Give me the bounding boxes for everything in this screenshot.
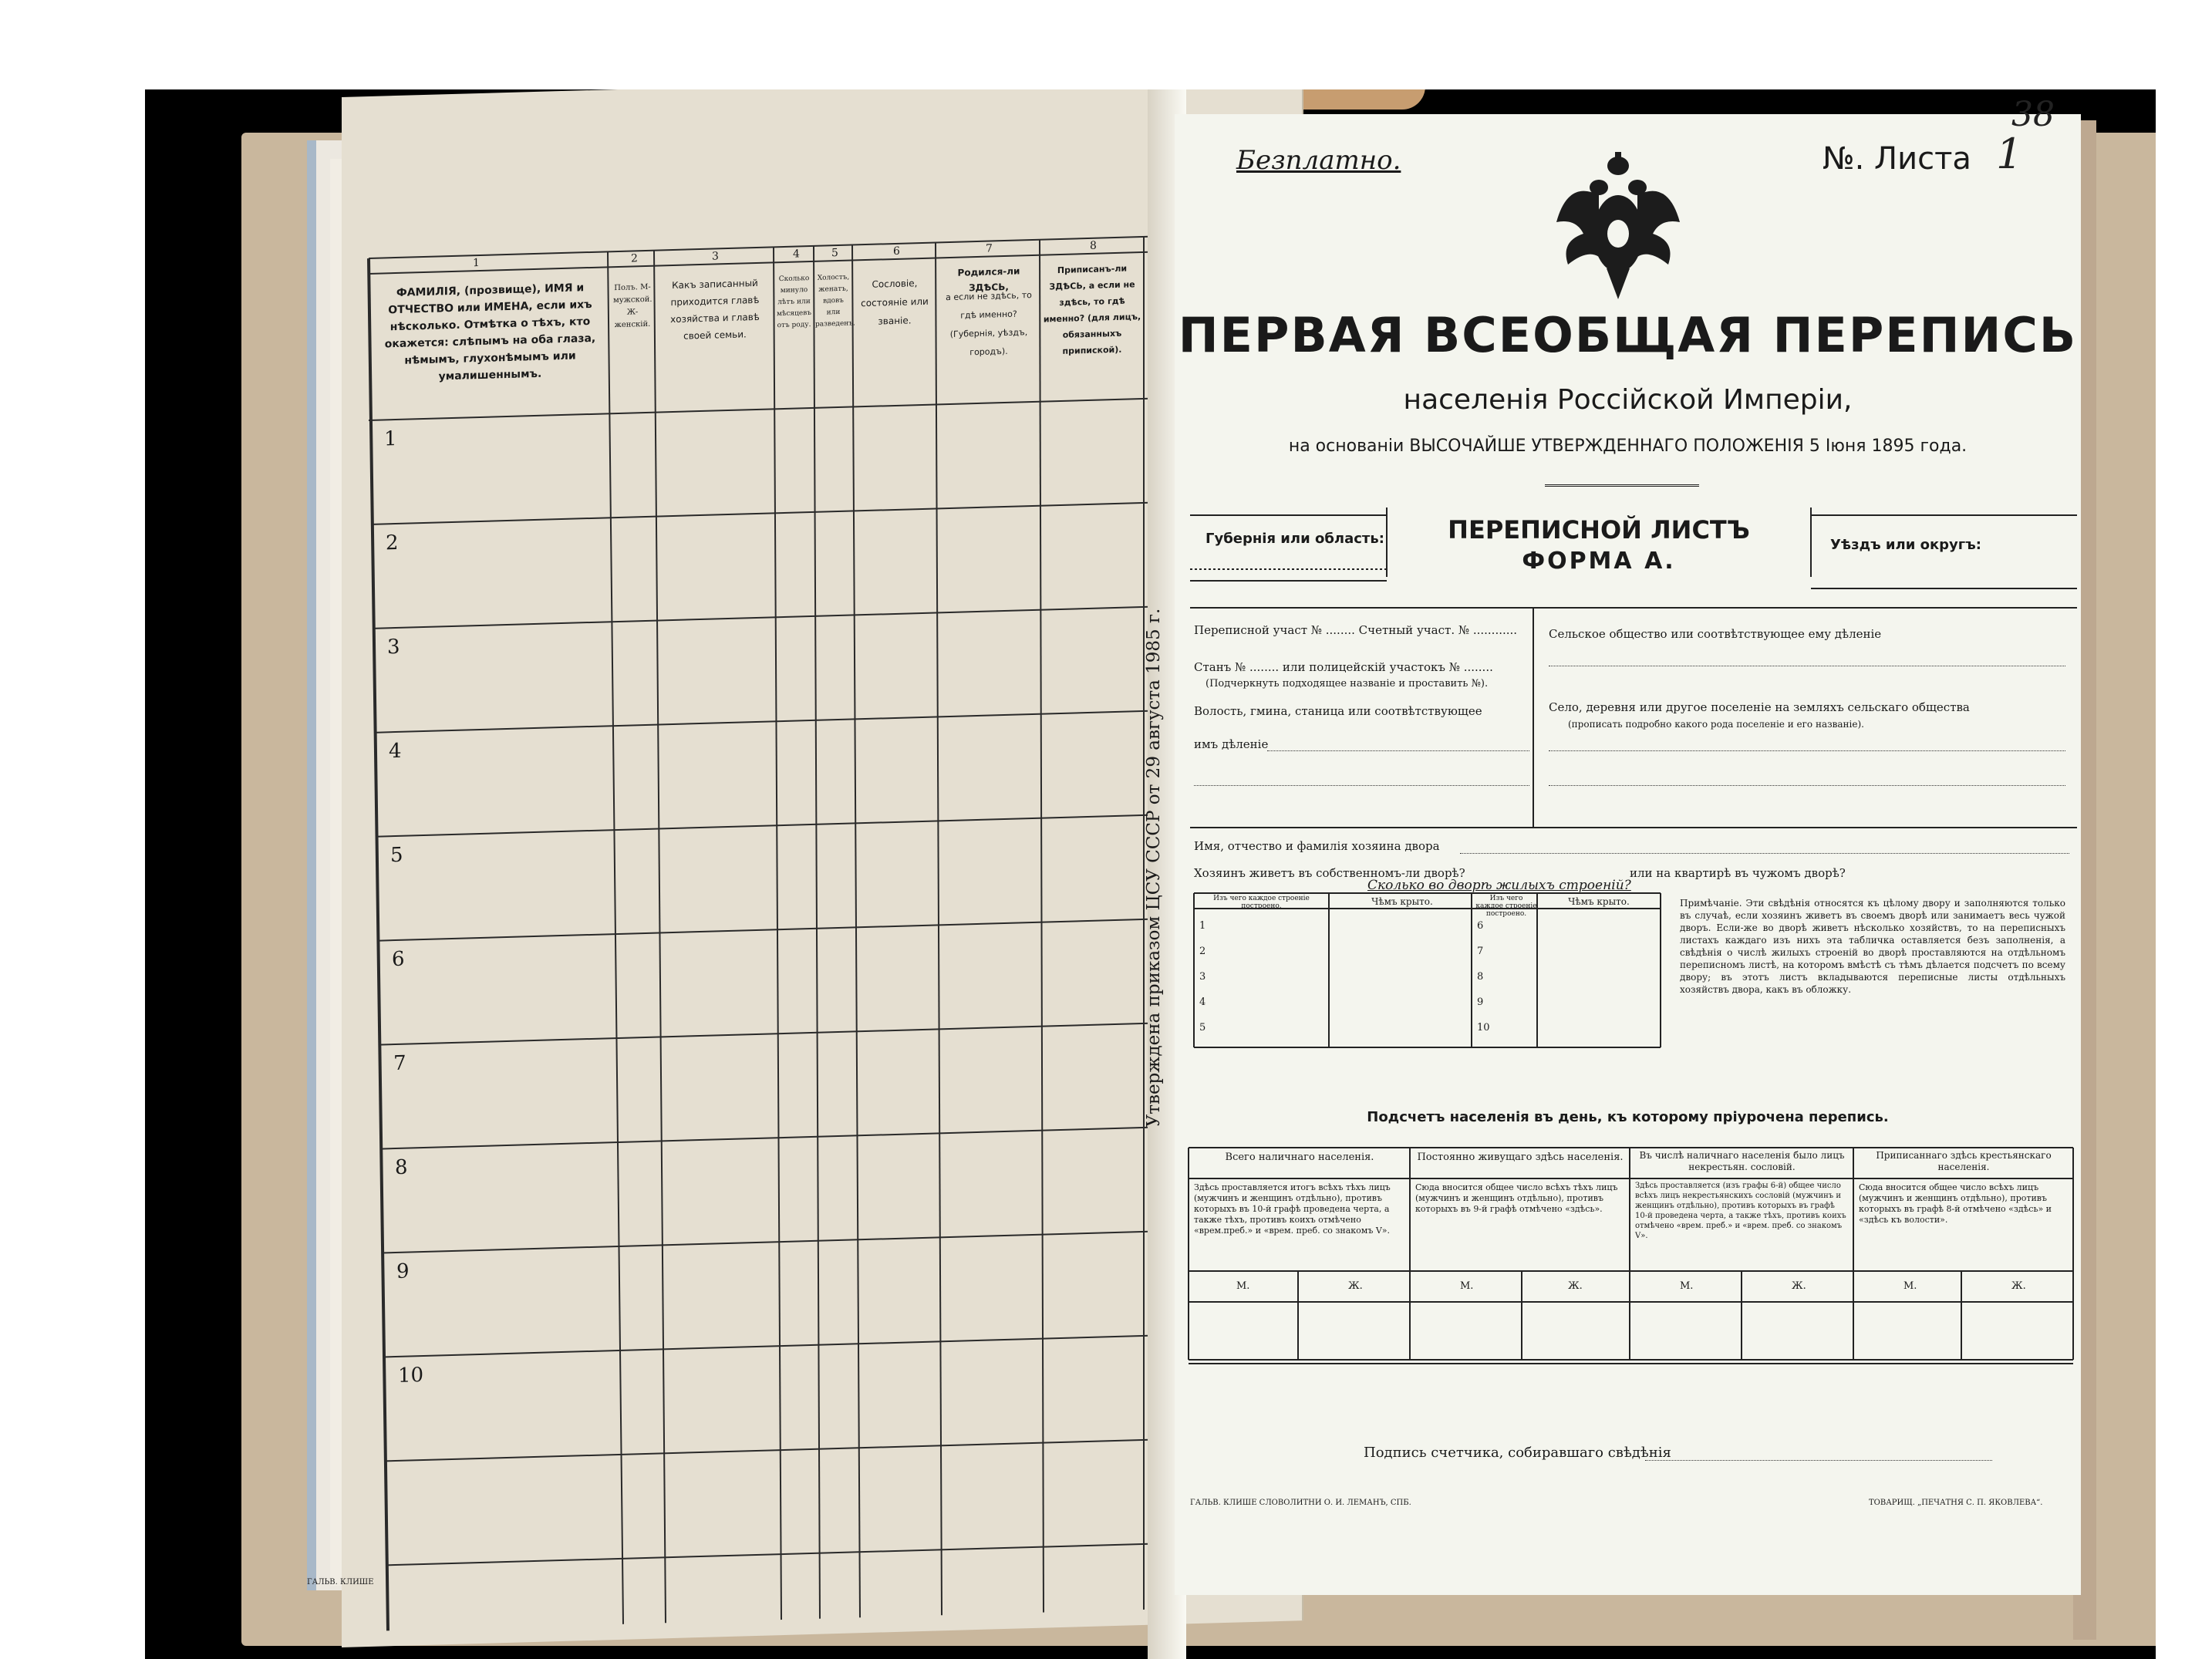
col5-header: Холостъ, женатъ, вдовъ или разведенъ. bbox=[815, 273, 855, 329]
village-note: (прописать подробно какого рода поселеніе и его названіе). bbox=[1568, 719, 1864, 730]
census-section-line: Переписной участ № ........ Счетный участ. № ............ bbox=[1194, 623, 1518, 637]
building-row-number: 9 bbox=[1477, 996, 1484, 1008]
col2-header: Полъ. М-мужской. Ж-женскій. bbox=[613, 282, 652, 330]
owner-lives-label: Хозяинъ живетъ въ собственномъ-ли дворѣ? bbox=[1194, 866, 1465, 880]
female-header: Ж. bbox=[2011, 1280, 2026, 1292]
col7-header-a: Родился-ли ЗДѢСЬ, bbox=[957, 265, 1020, 294]
buildings-col-roof-2: Чѣмъ крыто. bbox=[1568, 896, 1630, 907]
row-number: 5 bbox=[390, 843, 403, 868]
stan-line: Станъ № ........ или полицейскій участокъ № ........ bbox=[1194, 660, 1493, 674]
female-header: Ж. bbox=[1792, 1280, 1806, 1292]
count-col-head: Всего наличнаго населенія. bbox=[1225, 1152, 1374, 1163]
col-number: 8 bbox=[1090, 239, 1097, 252]
buildings-col-material-2: Изъ чего каждое строеніе построено. bbox=[1475, 895, 1537, 918]
buildings-question: Сколько во дворѣ жилыхъ строеній? bbox=[1367, 878, 1631, 893]
col3-header: Какъ записанный приходится главѣ хозяйства и главѣ своей семьи. bbox=[670, 277, 760, 342]
male-header: М. bbox=[1460, 1280, 1474, 1292]
count-col-body: Сюда вносится общее число всѣхъ тѣхъ лицъ (мужчинъ и женщинъ отдѣльно), противъ которыхъ въ 9-й графѣ отмѣчено «здѣсь». bbox=[1415, 1182, 1618, 1214]
building-row-number: 7 bbox=[1477, 946, 1484, 957]
male-header: М. bbox=[1903, 1280, 1917, 1292]
male-header: М. bbox=[1680, 1280, 1694, 1292]
col-number: 4 bbox=[793, 248, 800, 261]
form-label: ФОРМА А. bbox=[1522, 548, 1676, 575]
right-page bbox=[1175, 95, 2081, 1595]
right-form-grid bbox=[1175, 114, 2081, 1595]
col6-header: Сословіе, состояніе или званіе. bbox=[861, 278, 929, 327]
sheet-number-handwritten: 1 bbox=[1996, 130, 2023, 178]
col4-header: Сколько минуло лѣтъ или мѣсяцевъ отъ роду. bbox=[776, 275, 812, 330]
row-number: 4 bbox=[389, 739, 402, 764]
volost-field[interactable] bbox=[1267, 750, 1529, 751]
row-number: 1 bbox=[384, 427, 397, 451]
rural-society-label: Сельское общество или соотвѣтствующее ему дѣленіе bbox=[1549, 627, 1882, 641]
col-number: 5 bbox=[831, 247, 838, 260]
owner-name-label: Имя, отчество и фамилія хозяина двора bbox=[1194, 839, 1440, 853]
census-title: ПЕРВАЯ ВСЕОБЩАЯ ПЕРЕПИСЬ bbox=[1178, 307, 2078, 363]
signature-label: Подпись счетчика, собиравшаго свѣдѣнія bbox=[1364, 1445, 1671, 1461]
free-label: Безплатно. bbox=[1236, 145, 1401, 176]
building-row-number: 3 bbox=[1199, 971, 1206, 983]
count-col-body: Сюда вносится общее число всѣхъ лицъ (мужчинъ и женщинъ отдѣльно), противъ которыхъ въ графѣ 8-й отмѣчено «здѣсь» и «здѣсь къ волости». bbox=[1859, 1182, 2052, 1225]
col-number: 6 bbox=[893, 244, 900, 258]
census-section-label: Переписной участ № bbox=[1194, 623, 1322, 637]
document-scan bbox=[145, 89, 2156, 1659]
census-basis: на основаніи ВЫСОЧАЙШЕ УТВЕРЖДЕННАГО ПОЛОЖЕНІЯ 5 Іюня 1895 года. bbox=[1288, 437, 1968, 456]
volost-label: Волость, гмина, станица или соотвѣтствующее bbox=[1194, 704, 1482, 718]
count-col-head: Постоянно живущаго здѣсь населенія. bbox=[1417, 1152, 1624, 1163]
volost-field-2[interactable] bbox=[1194, 785, 1529, 786]
row-number: 10 bbox=[398, 1364, 424, 1388]
count-title: Подсчетъ населенія въ день, къ которому пріурочена перепись. bbox=[1367, 1109, 1889, 1125]
volost-label-2: имъ дѣленіе bbox=[1194, 737, 1269, 751]
count-col-body: Здѣсь проставляется (изъ графы 6-й) общее число всѣхъ лицъ некрестьянскихъ сословій (мужчинъ и женщинъ отдѣльно), противъ которыхъ въ графѣ 10-й проведена черта, а также тѣхъ, противъ коихъ отмѣчено «врем. преб.» и «врем. преб. со знакомъ V». bbox=[1635, 1182, 1846, 1240]
village-label: Село, деревня или другое поселеніе на земляхъ сельскаго общества bbox=[1549, 700, 1970, 714]
row-number: 8 bbox=[395, 1155, 408, 1180]
corner-number-handwritten: 38 bbox=[2011, 95, 2055, 134]
printer-mark-left: ГАЛЬВ. КЛИШЕ СЛОВОЛИТНИ О. И. ЛЕМАНЪ, СПБ. bbox=[1190, 1499, 1411, 1507]
building-row-number: 6 bbox=[1477, 920, 1484, 932]
building-row-number: 8 bbox=[1477, 971, 1484, 983]
printer-mark-right: ТОВАРИЩ. „ПЕЧАТНЯ С. П. ЯКОВЛЕВА“. bbox=[1869, 1499, 2043, 1507]
left-printer-mark: ГАЛЬВ. КЛИШЕ bbox=[307, 1578, 374, 1587]
buildings-col-material: Изъ чего каждое строеніе построено. bbox=[1213, 895, 1310, 910]
col-number: 7 bbox=[986, 242, 993, 255]
row-number: 2 bbox=[386, 531, 399, 555]
underline-note: (Подчеркнуть подходящее названіе и проставить №). bbox=[1205, 678, 1489, 690]
approval-stamp-vertical: Утверждена приказом ЦСУ СССР от 29 августа 1985 г. bbox=[1144, 608, 1164, 1128]
building-row-number: 1 bbox=[1199, 920, 1206, 932]
count-col-head: Въ числѣ наличнаго населенія было лицъ некрестьян. сословій. bbox=[1639, 1150, 1845, 1172]
sheet-number-label: №. Листа bbox=[1823, 141, 1971, 177]
buildings-col-roof: Чѣмъ крыто. bbox=[1371, 896, 1433, 907]
building-row-number: 5 bbox=[1199, 1022, 1206, 1034]
col-number: 1 bbox=[473, 257, 480, 270]
building-row-number: 10 bbox=[1477, 1022, 1490, 1034]
col7-header-b: а если не здѣсь, то гдѣ именно? (Губернія, уѣздъ, городъ). bbox=[946, 290, 1032, 358]
col1-header: ФАМИЛІЯ, (прозвище), ИМЯ и ОТЧЕСТВО или ИМЕНА, если ихъ нѣсколько. Отмѣтка о тѣхъ, кто окажется: слѣпымъ на оба глаза, нѣмымъ, глухонѣмымъ или умалишеннымъ. bbox=[384, 282, 596, 383]
col-number: 2 bbox=[631, 252, 638, 265]
building-row-number: 2 bbox=[1199, 946, 1206, 957]
district-label: Уѣздъ или округъ: bbox=[1830, 537, 1981, 553]
col-number: 3 bbox=[712, 250, 719, 263]
female-header: Ж. bbox=[1568, 1280, 1583, 1292]
female-header: Ж. bbox=[1348, 1280, 1363, 1292]
row-number: 6 bbox=[392, 947, 405, 972]
row-number: 7 bbox=[393, 1051, 406, 1076]
sheet-title: ПЕРЕПИСНОЙ ЛИСТЪ bbox=[1448, 515, 1750, 545]
rent-label: или на квартирѣ въ чужомъ дворѣ? bbox=[1630, 866, 1846, 880]
building-row-number: 4 bbox=[1199, 996, 1206, 1008]
counting-section-label: Счетный участ. № bbox=[1358, 623, 1470, 637]
village-field[interactable] bbox=[1549, 750, 2065, 751]
owner-name-field[interactable] bbox=[1460, 853, 2069, 854]
row-number: 3 bbox=[387, 635, 400, 659]
col8-header: Приписанъ-ли ЗДѢСЬ, а если не здѣсь, то гдѣ именно? (для лицъ, обязанныхъ припиской). bbox=[1043, 263, 1141, 356]
count-col-head: Приписаннаго здѣсь крестьянскаго населенія. bbox=[1876, 1150, 2052, 1172]
province-label: Губернія или область: bbox=[1205, 531, 1384, 547]
count-col-body: Здѣсь проставляется итогъ всѣхъ тѣхъ лицъ (мужчинъ и женщинъ отдѣльно), противъ которыхъ въ 10-й графѣ проведена черта, а также тѣхъ, противъ коихъ отмѣчено «врем.преб.» и «врем. преб. со знакомъ V». bbox=[1194, 1182, 1391, 1236]
male-header: М. bbox=[1236, 1280, 1250, 1292]
signature-field[interactable] bbox=[1645, 1460, 1992, 1461]
buildings-note: Примѣчаніе. Эти свѣдѣнія относятся къ цѣлому двору и заполняются только въ случаѣ, если хозяинъ живетъ въ своемъ дворѣ или занимаетъ весь чужой дворъ. Если-же во дворѣ живетъ нѣсколько хозяйствъ, то на переписныхъ листахъ каждаго изъ нихъ эта табличка оставляется безъ заполненія, а свѣдѣнія о числѣ жилыхъ строеній во дворѣ проставляются на отдѣльномъ переписномъ листѣ, на которомъ вмѣстѣ съ тѣмъ дѣлается подсчетъ по всему двору; въ этотъ листъ вкладываются переписные листы отдѣльныхъ хозяйствъ двора, какъ въ обложку. bbox=[1680, 898, 2065, 995]
row-number: 9 bbox=[396, 1259, 410, 1284]
census-subtitle: населенія Россійской Имперіи, bbox=[1403, 384, 1853, 416]
village-field-2[interactable] bbox=[1549, 785, 2065, 786]
police-section-label: или полицейскій участокъ № bbox=[1282, 660, 1460, 674]
stan-label: Станъ № bbox=[1194, 660, 1246, 674]
